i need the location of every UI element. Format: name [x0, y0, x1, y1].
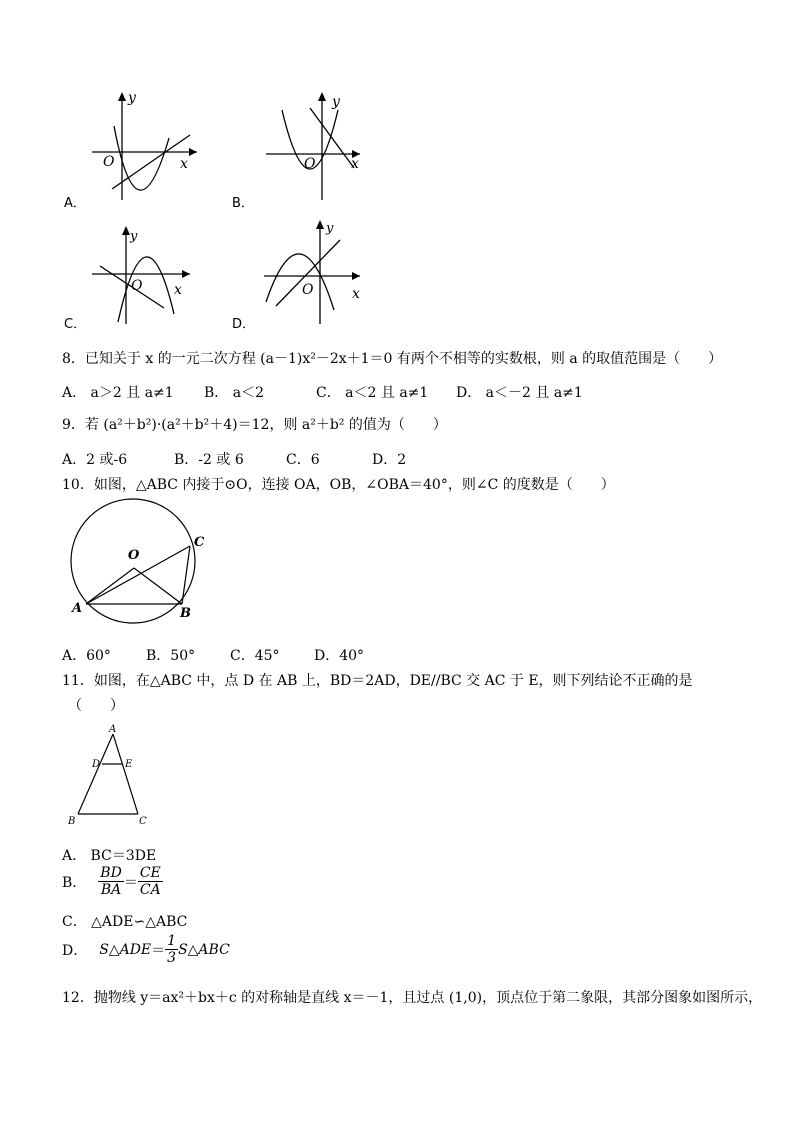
q8-option-b: B． a＜2 — [204, 385, 264, 401]
q7-label-d: D． — [232, 317, 256, 332]
point-a-label: A — [109, 724, 117, 735]
axis-y-label: y — [332, 94, 340, 110]
origin-label: O — [304, 156, 316, 172]
q7-option-c — [84, 224, 204, 330]
area-abc: S△ABC — [178, 941, 230, 958]
q10-option-c: C．45° — [230, 648, 280, 664]
q11-figure — [62, 722, 162, 830]
q11-option-a: A． BC＝3DE — [62, 848, 157, 864]
q11-option-c: C． △ADE∽△ABC — [62, 914, 188, 930]
graph-a — [62, 88, 232, 208]
option-d-label: D． — [62, 942, 88, 959]
axis-y-label: y — [128, 90, 136, 106]
graph-c — [84, 224, 204, 330]
q10-option-d: D．40° — [314, 648, 365, 664]
origin-label: O — [131, 278, 143, 294]
q9-stem: 9．若 (a²＋b²)·(a²＋b²＋4)＝12，则 a²＋b² 的值为（ ） — [62, 417, 447, 433]
q10-option-a: A．60° — [62, 648, 111, 664]
option-b-label: B． — [62, 874, 87, 891]
point-b-label: B — [180, 606, 191, 621]
q7-label-c: C． — [64, 317, 87, 332]
circle-figure — [64, 496, 214, 626]
q8-stem: 8．已知关于 x 的一元二次方程 (a－1)x²－2x＋1＝0 有两个不相等的实数根，则 a 的取值范围是（ ） — [62, 351, 723, 367]
q11-stem: 11．如图，在△ABC 中，点 D 在 AB 上，BD＝2AD，DE//BC 交 AC 于 E，则下列结论不正确的是 — [62, 673, 693, 689]
graph-b — [262, 88, 382, 208]
fraction-one-third: $\frac{1}{3}$ — [167, 933, 177, 966]
axis-x-label: x — [180, 156, 188, 172]
point-a-label: A — [72, 601, 83, 616]
point-c-label: C — [139, 816, 147, 827]
graph-d — [262, 218, 372, 328]
q9-option-c: C．6 — [286, 452, 320, 468]
q9-option-b: B．-2 或 6 — [174, 452, 244, 468]
q7-option-d — [262, 218, 372, 328]
q10-stem: 10．如图，△ABC 内接于⊙O，连接 OA，OB，∠OBA＝40°，则∠C 的度数是（ ） — [62, 477, 615, 493]
q12-stem: 12．抛物线 y＝ax²＋bx＋c 的对称轴是直线 x＝－1，且过点 (1,0)，顶点位于第二象限，其部分图象如图所示， — [62, 990, 763, 1006]
axis-x-label: x — [174, 282, 182, 298]
triangle-figure — [62, 722, 162, 830]
origin-label: O — [103, 154, 115, 170]
area-ade: S△ADE — [99, 941, 152, 958]
q9-option-a: A．2 或-6 — [62, 452, 128, 468]
q8-option-d: D． a＜－2 且 a≠1 — [456, 385, 583, 401]
point-d-label: D — [92, 759, 101, 770]
equals-sign: ＝ — [123, 874, 138, 891]
fraction-bd-ba: $\frac{BD}{BA}$ — [100, 865, 122, 898]
axis-x-label: x — [351, 156, 359, 172]
q7-label-a: A． — [64, 196, 86, 211]
axis-y-label: y — [130, 229, 138, 244]
q8-option-a: A． a＞2 且 a≠1 — [62, 385, 174, 401]
axis-x-label: x — [352, 286, 360, 302]
q7-option-a — [62, 88, 232, 208]
point-b-label: B — [68, 816, 76, 827]
q7-label-b: B． — [232, 196, 254, 211]
axis-y-label: y — [326, 221, 334, 236]
origin-label: O — [302, 282, 314, 298]
q11-stem-cont: （ ） — [68, 698, 124, 714]
q10-option-b: B．50° — [146, 648, 196, 664]
q10-figure — [64, 496, 214, 626]
point-o-label: O — [128, 548, 140, 563]
equals-sign: ＝ — [151, 942, 166, 959]
q11-option-b — [62, 865, 163, 898]
fraction-ce-ca: $\frac{CE}{CA}$ — [139, 865, 161, 898]
point-e-label: E — [125, 759, 133, 770]
q8-option-c: C． a＜2 且 a≠1 — [316, 385, 429, 401]
q11-option-d — [62, 933, 230, 966]
q9-option-d: D．2 — [372, 452, 407, 468]
point-c-label: C — [194, 535, 205, 550]
q7-option-b — [262, 88, 382, 208]
